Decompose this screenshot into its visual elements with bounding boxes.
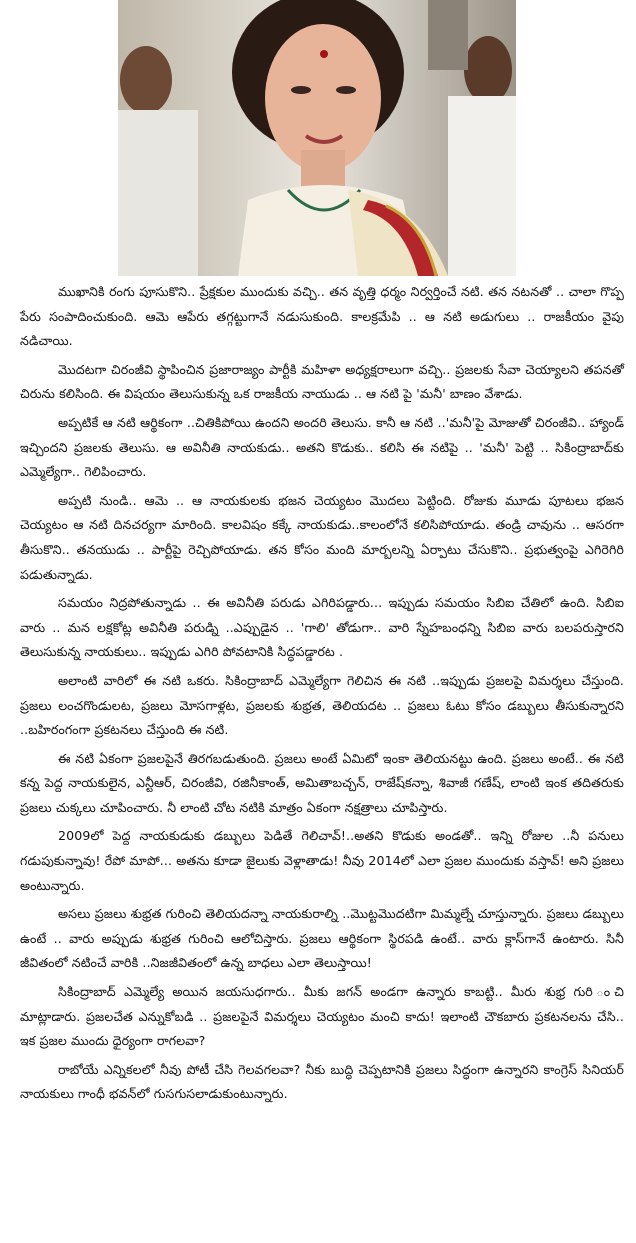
article-paragraph: ముఖానికి రంగు పూసుకొని.. ప్రేక్షకుల ముందుకు వచ్చి.. తన వృత్తి ధర్మం నిర్వర్తించే నటి. తన నటనతో .. చాలా గొప్ప పేరు సంపాదించుకుంది. ఆమె ఆపేరు తగ్గట్టుగానే నడుసుకుంది. కాలక్రమేపి .. ఆ నటి అడుగులు .. రాజకీయం వైపు నడిచాయి. (20, 284, 624, 349)
article-paragraph: ఈ నటి ఏకంగా ప్రజలపైనే తిరగబడుతుంది. ప్రజలు అంటే ఏమిటో ఇంకా తెలియనట్టు ఉంది. ప్రజలు అంటే.. ఈ నటి కన్న పెద్ద నాయకులైన, ఎన్టీఆర్, చిరంజీవి, రజినీకాంత్, అమితాబచ్చన్, రాజేష్‌కన్నా, శివాజీ గణేష్, లాంటి ఇంక తదితరుకు ప్రజలు చుక్కలు చూపించారు. నీ లాంటి చోట నటికి మాత్రం ఏకంగా నక్షత్రాలు చూపిస్తారు. (20, 750, 624, 815)
article-paragraph: రాబోయే ఎన్నికలలో నీవు పోటీ చేసి గెలవగలవా? నీకు బుద్ధి చెప్పటానికి ప్రజలు సిద్ధంగా ఉన్నారని కాంగ్రెస్ సినియర్ నాయకులు గాంధీ భవన్‌లో గుసగుసలాడుకుంటున్నారు. (20, 1061, 624, 1102)
article-paragraph: 2009లో పెద్ద నాయకుడుకు డబ్బులు పెడితే గెలిచావ్!..అతని కొడుకు అండతో.. ఇన్ని రోజుల ..నీ పనులు గడుపుకున్నావు! రేపో మాపో... అతను కూడా జైలుకు వెళ్లాతాడు! నీవు 2014లో ఎలా ప్రజల ముందుకు వస్తావ్! అని ప్రజలు అంటున్నారు. (20, 828, 624, 893)
article-body (20, 280, 624, 1111)
article-paragraph: సమయం నిద్రపోతున్నాడు .. ఈ అవినీతి పరుడు ఎగిరిపడ్డారు... ఇప్పుడు సమయం సిబిఐ చేతిలో ఉంది. సిబిఐ వారు .. మన లక్షకోట్ల అవినీతి పరుడ్ని ..ఎప్పుడైన .. 'గాలి' తోడుగా.. వారి స్నేహబంధన్ని సిబిఐ వారు బలపరుస్తారని తెలుసుకున్న నాయకులు.. ఇప్పుడు ఎగిరి పోవటానికి సిద్ధపడ్డారట . (20, 595, 624, 660)
woman-portrait-image (118, 0, 516, 276)
article-photo (118, 0, 516, 276)
article-paragraph: అప్పటికే ఆ నటి ఆర్థికంగా ..చితికిపోయి ఉందని అందరి తెలుసు. కానీ ఆ నటి ..'మనీ'పై మోజుతో చిరంజీవి.. హ్యాండ్ ఇచ్చిందని ప్రజలకు తెలుసు. ఆ అవినీతి నాయకుడు.. అతని కొడుకు.. కలిసి ఈ నటిపై .. 'మనీ' పెట్టి .. సికింద్రాబాద్‌కు ఎమ్మెల్యేగా.. గెలిపించారు. (20, 414, 624, 480)
article-paragraph: అసలు ప్రజలు శుభ్రత గురించి తెలియదన్నా నాయకురాల్ని ..మొట్టమొదటిగా మిమ్మల్నే చూస్తున్నారు. ప్రజలు డబ్బులు ఉంటే .. వారు అప్పుడు శుభ్రత గురించి ఆలోచిస్తారు. ప్రజలు ఆర్థికంగా స్థిరపడి ఉంటే.. వారు క్లాస్‌గానే ఉంటారు. సినీ జీవితంలో నటించే వారికి ..నిజజీవితంలో ఉన్న బాధలు ఎలా తెలుస్తాయి! (20, 906, 624, 971)
article-paragraph: అప్పటి నుండి.. ఆమె .. ఆ నాయకులకు భజన చెయ్యటం మొదలు పెట్టింది. రోజుకు మూడు పూటలు భజన చెయ్యటం ఆ నటి దినచర్యగా మారింది. కాలవిషం కక్కే నాయకుడు..కాలంలోనే కలిసిపోయాడు. తండ్రి చావును .. ఆసరగా తీసుకొని.. తనయుడు .. పార్టీపై రెచ్చిపోయాడు. తన కోసం మంది మార్బలన్ని ఏర్పాటు చేసుకొని.. ప్రభుత్వంపై ఎగిరెగిరి పడుతున్నాడు. (20, 492, 624, 582)
article-paragraph: మొదటగా చిరంజీవి స్థాపించిన ప్రజారాజ్యం పార్టీకి మహిళా అధ్యక్షరాలుగా వచ్చి.. ప్రజలకు సేవా చెయ్యాలని తపనతో చిరును కలిసింది. ఈ విషయం తెలుసుకున్న ఒక రాజకీయ నాయుడు .. ఆ నటి పై 'మనీ' బాణం వేశాడు. (20, 361, 624, 402)
article-paragraph: అలాంటి వారిలో ఈ నటి ఒకరు. సికింద్రాబాద్ ఎమ్మెల్యేగా గెలిచిన ఈ నటి ..ఇప్పుడు ప్రజలపై విమర్శలు చేస్తుంది. ప్రజలు లంచగొండులట, ప్రజలు మోసగాళ్లట, ప్రజలకు శుభ్రత, తెలియదట .. ప్రజలు ఓటు కోసం డబ్బులు తీసుకున్నారని ..బహిరంగంగా ప్రకటనలు చేస్తుంది ఈ నటి. (20, 672, 624, 738)
article-paragraph: సికింద్రాబాద్ ఎమ్మెల్యే అయిన జయసుధగారు.. మీకు జగన్ అండగా ఉన్నారు కాబట్టి.. మీరు శుభ్ర గురి ంచి మాట్లాడారు. ప్రజలచేత ఎన్నుకోబడి .. ప్రజలపైనే విమర్శలు చెయ్యటం మంచి కాదు! ఇలాంటి చౌకబారు ప్రకటనలను చేసి.. ఇక ప్రజల ముందు ధైర్యంగా రాగలవా? (20, 984, 624, 1049)
